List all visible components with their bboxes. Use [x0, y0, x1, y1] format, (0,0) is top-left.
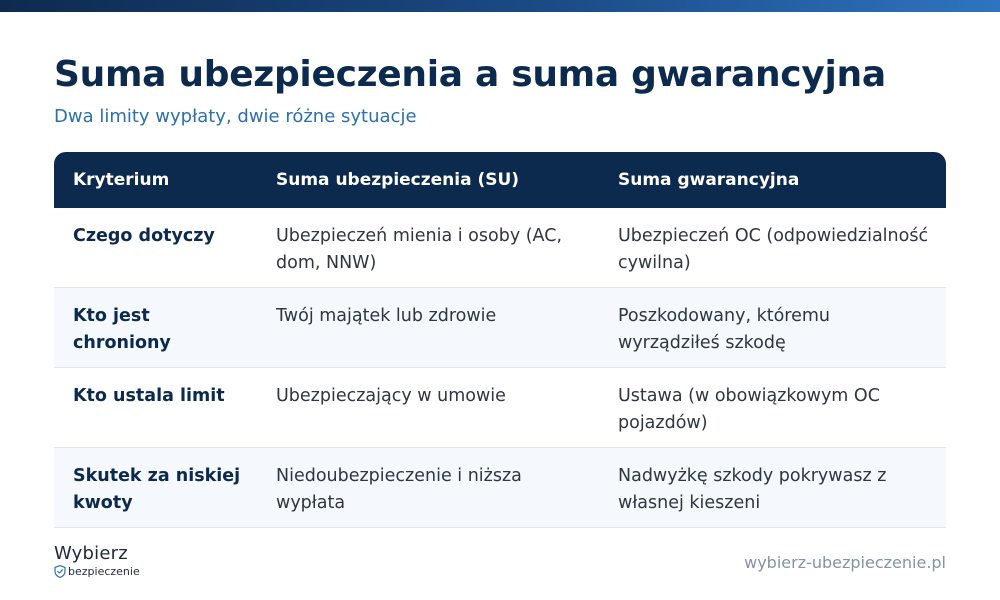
page-subtitle: Dwa limity wypłaty, dwie różne sytuacje — [54, 106, 417, 127]
table-row — [54, 448, 946, 528]
row-guarantee-sum: Nadwyżkę szkody pokrywasz z własnej kieszeni — [618, 466, 887, 513]
row-criterion: Czego dotyczy — [73, 226, 215, 246]
page-title: Suma ubezpieczenia a suma gwarancyjna — [54, 54, 886, 95]
row-sum-insured: Ubezpieczeń mienia i osoby (AC, dom, NNW) — [276, 226, 563, 273]
table-row — [54, 288, 946, 368]
row-guarantee-sum: Poszkodowany, któremu wyrządziłeś szkodę — [618, 306, 830, 353]
brand-logo[interactable] — [54, 544, 174, 584]
row-criterion: Kto jest chroniony — [73, 306, 171, 353]
logo-wordmark: Wybierz — [54, 543, 128, 564]
logo-subtext: bezpieczenie — [68, 565, 140, 578]
column-header-guarantee-sum: Suma gwarancyjna — [618, 170, 800, 190]
table-row — [54, 208, 946, 288]
table-row — [54, 368, 946, 448]
top-accent-bar — [0, 0, 1000, 12]
row-criterion: Skutek za niskiej kwoty — [73, 466, 241, 513]
row-sum-insured: Twój majątek lub zdrowie — [276, 306, 497, 326]
comparison-table — [54, 152, 946, 528]
table-header — [54, 152, 946, 208]
row-sum-insured: Ubezpieczający w umowie — [276, 386, 506, 406]
column-header-criterion: Kryterium — [73, 170, 170, 190]
logo-subline — [54, 565, 174, 578]
row-guarantee-sum: Ubezpieczeń OC (odpowiedzialność cywilna) — [618, 226, 929, 273]
row-guarantee-sum: Ustawa (w obowiązkowym OC pojazdów) — [618, 386, 880, 433]
row-sum-insured: Niedoubezpieczenie i niższa wypłata — [276, 466, 522, 513]
site-url-link[interactable]: wybierz-ubezpieczenie.pl — [744, 553, 946, 572]
column-header-sum-insured: Suma ubezpieczenia (SU) — [276, 170, 520, 190]
row-criterion: Kto ustala limit — [73, 386, 225, 406]
shield-check-icon — [54, 565, 66, 578]
